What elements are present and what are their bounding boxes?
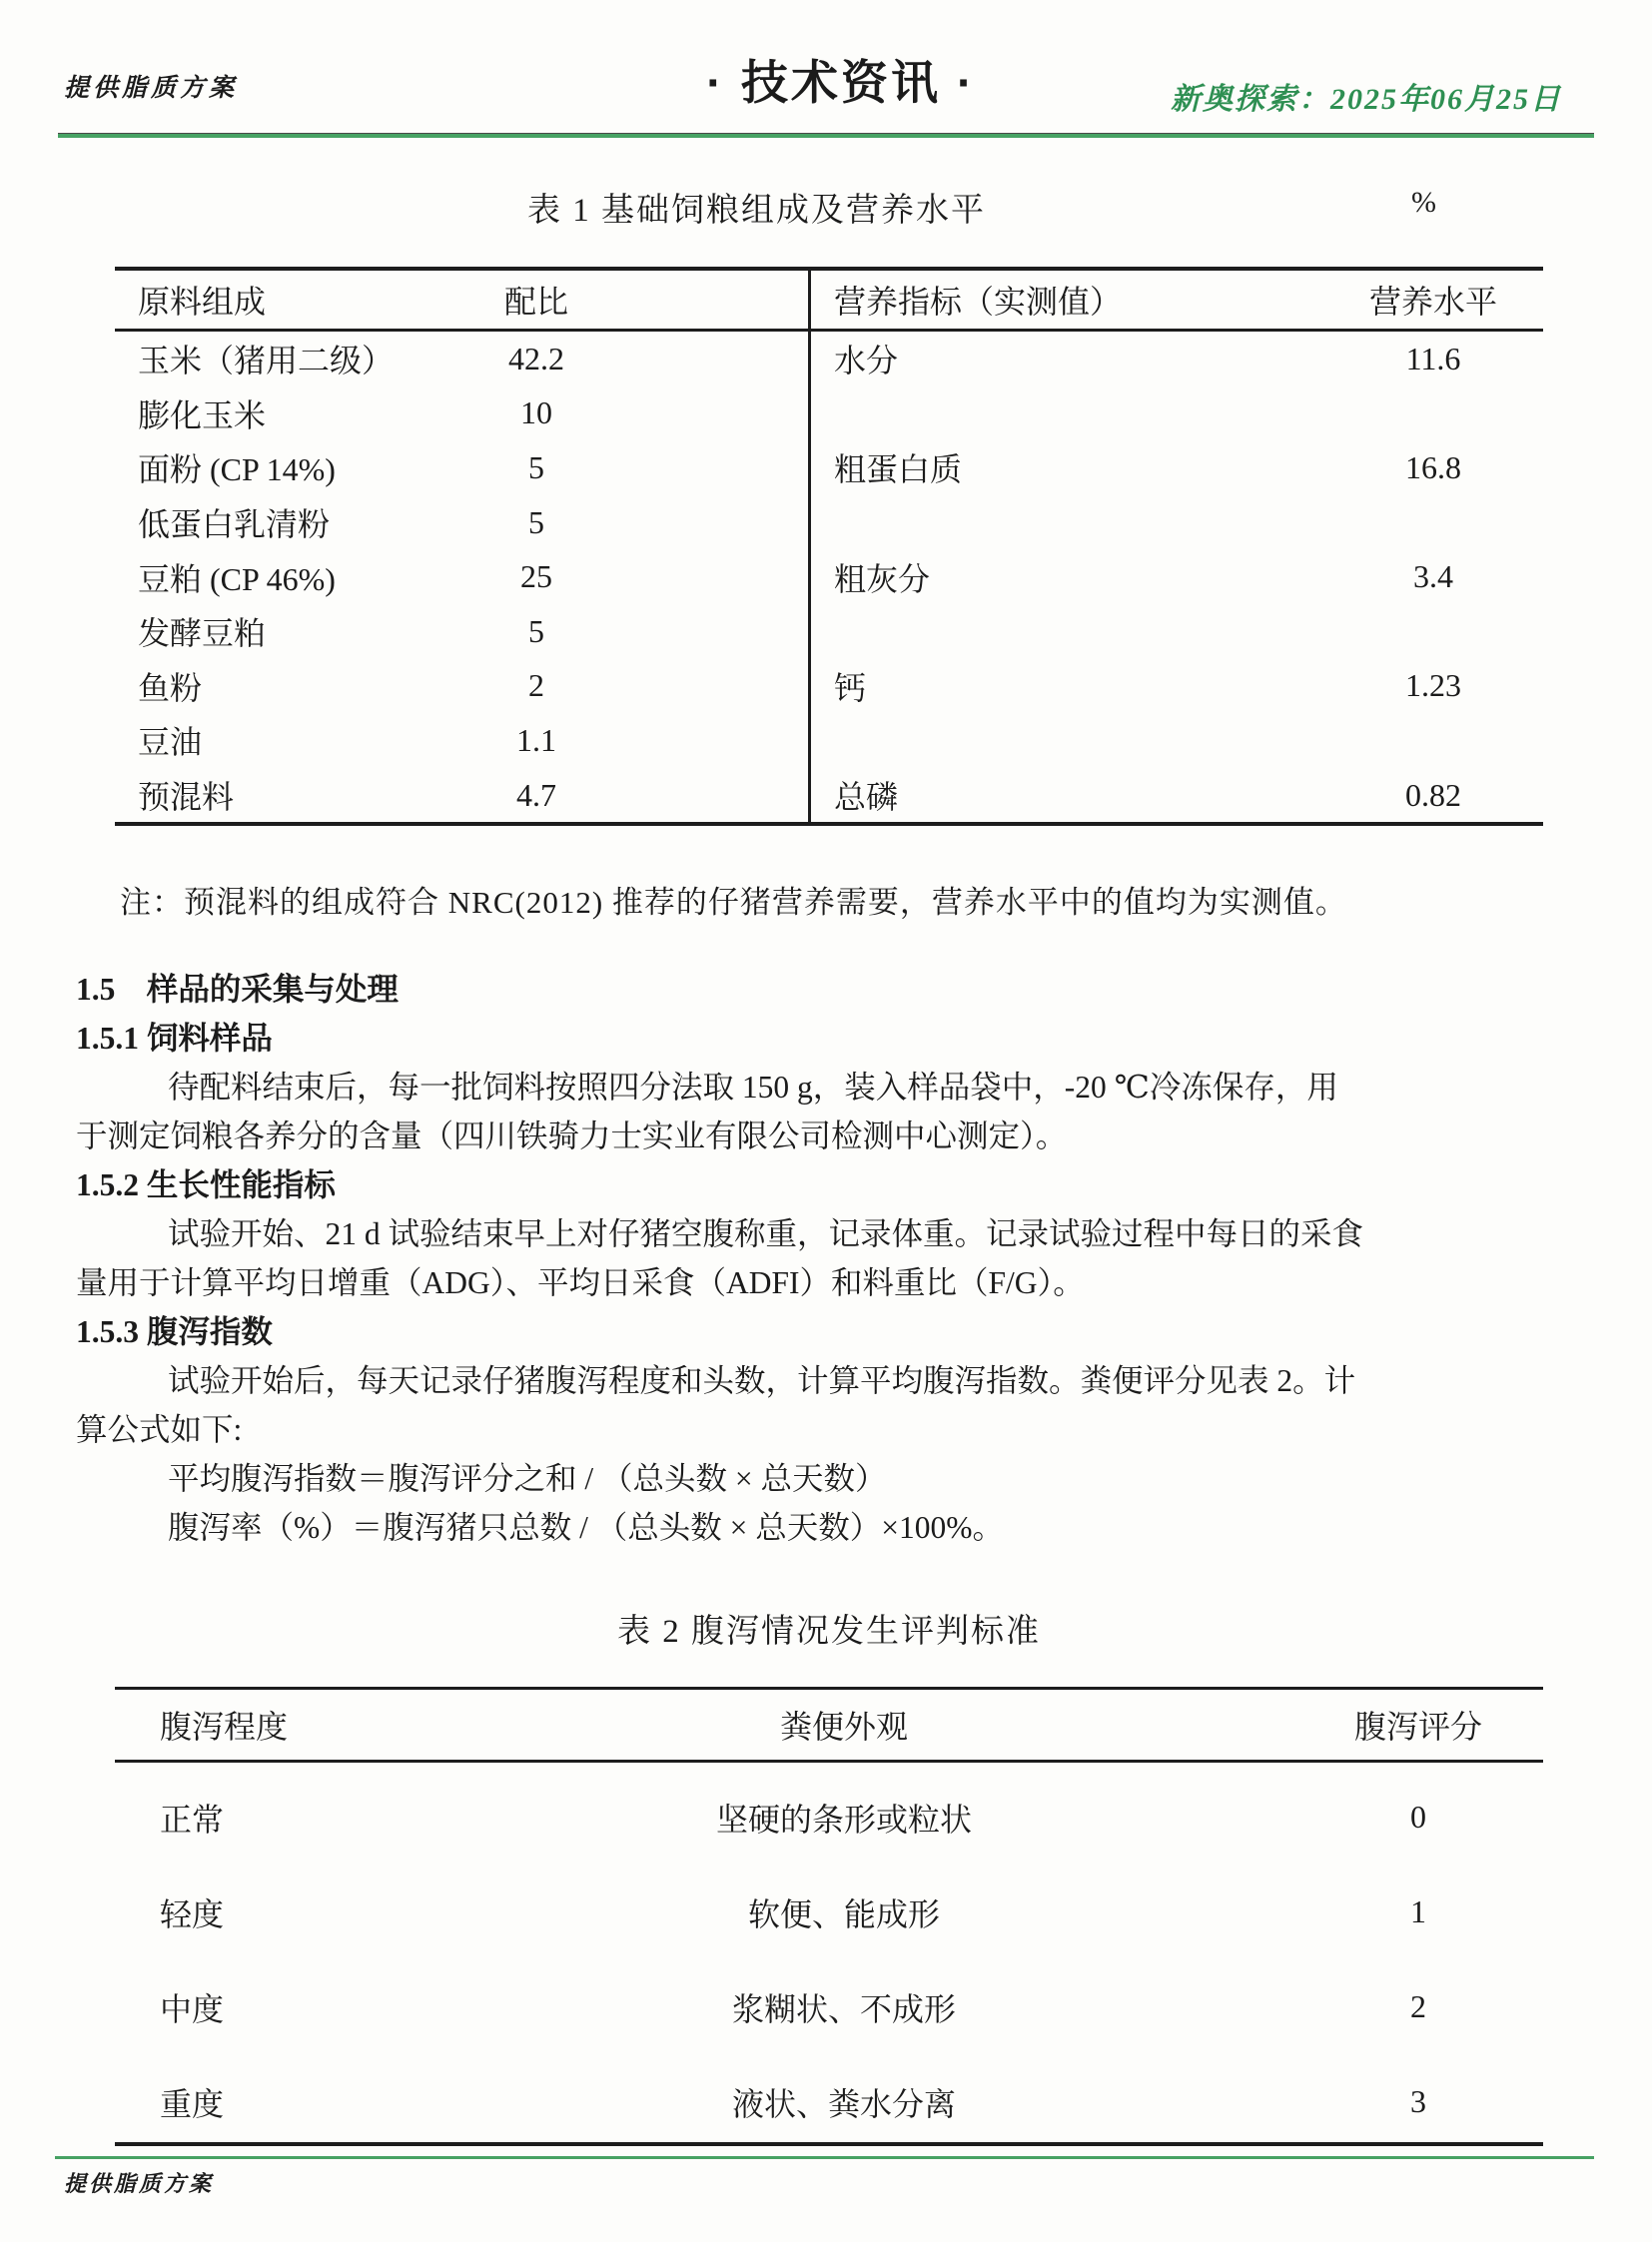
nutrient-name: 粗灰分 [834,560,931,597]
table-row [115,495,1543,550]
table-row [115,1952,1543,2047]
ingredient-name: 鱼粉 [138,669,203,706]
score-cell: 3 [1410,2083,1426,2119]
table-row [115,713,1543,768]
nutrient-value: 3.4 [1413,558,1453,595]
ingredient-value: 5 [528,612,544,649]
header-brand: 提供脂质方案 [64,75,239,102]
table2-caption: 表 2 腹泻情况发生评判标准 [617,1614,1041,1650]
table-row [115,386,1543,441]
table2-col-appearance: 粪便外观 [779,1709,908,1745]
ingredient-name: 低蛋白乳清粉 [138,506,331,543]
header-rule [58,133,1594,138]
section-heading-1-5: 1.5 样品的采集与处理 [76,972,399,1007]
table1-col-ingredient: 原料组成 [138,284,267,320]
nutrient-value: 0.82 [1405,776,1461,813]
table2 [115,1687,1543,2146]
nutrient-value: 16.8 [1405,448,1461,485]
degree-cell: 正常 [160,1801,225,1838]
degree-cell: 重度 [160,2085,225,2122]
table1-header-row [115,271,1543,332]
table-row [115,1858,1543,1952]
ingredient-name: 玉米（猪用二级） [138,343,395,379]
appearance-cell: 液状、粪水分离 [731,2085,956,2122]
nutrient-name: 水分 [834,343,899,379]
ingredient-value: 25 [520,558,552,595]
table1-col-ratio: 配比 [503,284,568,320]
ingredient-name: 豆粕 (CP 46%) [138,560,336,597]
score-cell: 0 [1410,1799,1426,1835]
table-row [115,604,1543,659]
ingredient-value: 5 [528,503,544,540]
footer-rule [55,2156,1594,2159]
paragraph-line: 试验开始后，每天记录仔猪腹泻程度和头数，计算平均腹泻指数。粪便评分见表 2。计 [168,1363,1356,1398]
body-text [76,965,1580,1552]
section-heading-1-5-2: 1.5.2 生长性能指标 [76,1167,336,1202]
table1-caption: 表 1 基础饲粮组成及营养水平 [527,193,986,229]
nutrient-name: 总磷 [834,779,899,816]
page-title: · 技术资讯 · [706,56,976,109]
table1-unit: % [1411,186,1436,219]
table2-header-row [115,1690,1543,1763]
score-cell: 1 [1410,1893,1426,1929]
ingredient-value: 4.7 [516,776,556,813]
table-row [115,440,1543,495]
appearance-cell: 浆糊状、不成形 [731,1990,956,2027]
table-row [115,332,1543,386]
nutrient-name: 粗蛋白质 [834,451,963,488]
table-row [115,768,1543,823]
table2-col-degree: 腹泻程度 [160,1709,289,1745]
degree-cell: 中度 [160,1990,225,2027]
section-heading-1-5-1: 1.5.1 饲料样品 [76,1021,273,1056]
ingredient-name: 预混料 [138,779,235,816]
footer-brand: 提供脂质方案 [64,2171,215,2196]
appearance-cell: 软便、能成形 [747,1895,940,1932]
paragraph-line: 量用于计算平均日增重（ADG）、平均日采食（ADFI）和料重比（F/G）。 [76,1265,1085,1300]
score-cell: 2 [1410,1988,1426,2024]
paragraph-line: 于测定饲粮各养分的含量（四川铁骑力士实业有限公司检测中心测定）。 [76,1119,1068,1153]
nutrient-value: 11.6 [1405,340,1461,376]
table2-col-score: 腹泻评分 [1353,1709,1482,1745]
table-row [115,549,1543,604]
ingredient-name: 面粉 (CP 14%) [138,451,336,488]
section-heading-1-5-3: 1.5.3 腹泻指数 [76,1314,273,1349]
ingredient-value: 2 [528,667,544,704]
table-row [115,659,1543,714]
ingredient-name: 豆油 [138,724,203,761]
degree-cell: 轻度 [160,1895,225,1932]
nutrient-value: 1.23 [1405,667,1461,704]
ingredient-value: 5 [528,448,544,485]
table-row [115,1763,1543,1858]
formula-line: 平均腹泻指数＝腹泻评分之和 / （总头数 × 总天数） [168,1461,887,1496]
ingredient-name: 发酵豆粕 [138,615,267,652]
ingredient-value: 1.1 [516,721,556,758]
ingredient-value: 10 [520,394,552,431]
header-date: 新奥探索：2025年06月25日 [1171,83,1562,116]
paragraph-line: 试验开始、21 d 试验结束早上对仔猪空腹称重，记录体重。记录试验过程中每日的采食 [168,1216,1364,1251]
nutrient-name: 钙 [834,669,867,706]
formula-line: 腹泻率（%）＝腹泻猪只总数 / （总头数 × 总天数）×100%。 [168,1510,1005,1545]
appearance-cell: 坚硬的条形或粒状 [715,1801,972,1838]
paragraph-line: 算公式如下: [76,1412,243,1447]
table1 [115,267,1543,826]
table-row [115,2047,1543,2142]
table1-col-level: 营养水平 [1368,284,1497,320]
ingredient-name: 膨化玉米 [138,396,267,433]
paragraph-line: 待配料结束后，每一批饲料按照四分法取 150 g，装入样品袋中，-20 ℃冷冻保存，用 [168,1070,1338,1105]
table1-note: 注：预混料的组成符合 NRC(2012) 推荐的仔猪营养需要，营养水平中的值均为实测值。 [120,885,1347,920]
ingredient-value: 42.2 [508,340,564,376]
table1-col-nutrient: 营养指标（实测值） [834,284,1123,320]
